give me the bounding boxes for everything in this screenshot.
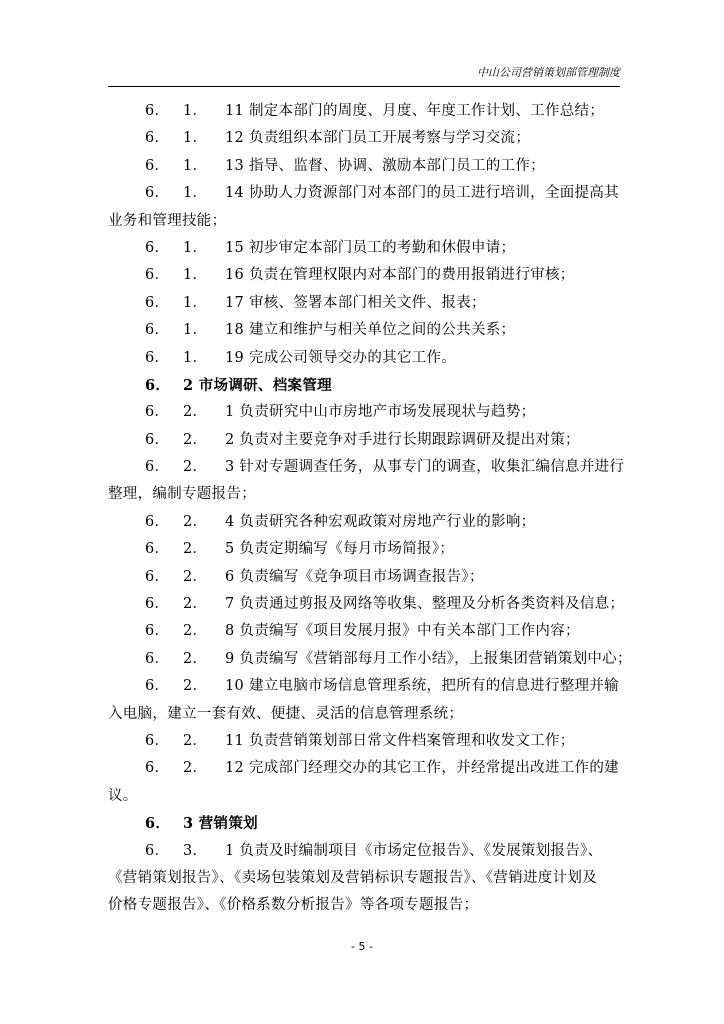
- section-number: 6．: [145, 732, 170, 749]
- list-item: [108, 125, 620, 152]
- continuation-line: 整理，编制专题报告；: [108, 486, 256, 503]
- subsection-number: 2．: [183, 568, 208, 585]
- section-number: 6．: [145, 267, 170, 284]
- continuation-line: 入电脑，建立一套有效、便捷、灵活的信息管理系统；: [108, 705, 464, 722]
- continuation-line: 价格专题报告》、《价格系数分析报告》等各项专题报告；: [108, 897, 479, 914]
- page-header: [108, 66, 620, 87]
- section-heading: [108, 372, 620, 399]
- continuation-line: 业务和管理技能；: [108, 212, 227, 229]
- item-text: 15 初步审定本部门员工的考勤和休假申请；: [225, 239, 516, 256]
- list-item: [108, 673, 620, 700]
- subsection-number: 2．: [183, 678, 208, 695]
- section-number: 6．: [145, 404, 170, 421]
- list-item: [108, 235, 620, 262]
- section-number: 6．: [145, 185, 170, 202]
- list-item: [108, 427, 620, 454]
- section-number: 6．: [145, 459, 170, 476]
- list-item: [108, 290, 620, 317]
- item-text: 17 审核、签署本部门相关文件、报表；: [225, 294, 486, 311]
- section-heading: [108, 810, 620, 837]
- section-number: 6．: [145, 678, 170, 695]
- subsection-number: 2．: [183, 459, 208, 476]
- list-item: [108, 98, 620, 125]
- list-item: [108, 262, 620, 289]
- item-text: 2 负责对主要竞争对手进行长期跟踪调研及提出对策；: [225, 431, 580, 448]
- item-text: 8 负责编写《项目发展月报》中有关本部门工作内容；: [225, 623, 580, 640]
- section-number: 6．: [145, 103, 170, 119]
- subsection-number: 2．: [183, 541, 208, 558]
- list-item: [108, 399, 620, 426]
- section-number: 6．: [145, 842, 170, 859]
- list-item: [108, 509, 620, 536]
- section-number: 6．: [145, 376, 171, 394]
- heading-text: 2 市场调研、档案管理: [183, 376, 332, 394]
- list-item: [108, 454, 625, 481]
- section-number: 6．: [145, 650, 170, 667]
- item-text: 1 负责及时编制项目《市场定位报告》、《发展策划报告》、: [225, 842, 603, 859]
- item-text: 11 制定本部门的周度、月度、年度工作计划、工作总结；: [225, 103, 605, 119]
- subsection-number: 2．: [183, 760, 208, 777]
- list-item: [108, 646, 632, 673]
- subsection-number: 2．: [183, 623, 208, 640]
- item-text: 4 负责研究各种宏观政策对房地产行业的影响；: [225, 513, 536, 530]
- subsection-number: 1．: [183, 130, 208, 147]
- document-body: [108, 98, 632, 920]
- section-number: 6．: [145, 815, 171, 833]
- list-item: [108, 728, 620, 755]
- item-text: 6 负责编写《竞争项目市场调查报告》；: [225, 568, 484, 585]
- subsection-number: 1．: [183, 185, 208, 202]
- list-item: [108, 618, 620, 645]
- section-number: 6．: [145, 760, 170, 777]
- item-text: 14 协助人力资源部门对本部门的员工进行培训，全面提高其: [225, 185, 619, 202]
- subsection-number: 1．: [183, 157, 208, 174]
- heading-text: 3 营销策划: [183, 815, 258, 833]
- list-item: [108, 838, 620, 865]
- subsection-number: 1．: [183, 103, 208, 119]
- list-item: [108, 564, 620, 591]
- section-number: 6．: [145, 568, 170, 585]
- section-number: 6．: [145, 596, 170, 613]
- item-text: 11 负责营销策划部日常文件档案管理和收发文工作；: [225, 732, 575, 749]
- page-number: - 5 -: [351, 940, 373, 953]
- subsection-number: 2．: [183, 650, 208, 667]
- subsection-number: 2．: [183, 404, 208, 421]
- item-text: 12 负责组织本部门员工开展考察与学习交流；: [225, 130, 531, 147]
- header-title: 中山公司营销策划部管理制度: [477, 66, 620, 79]
- section-number: 6．: [145, 157, 170, 174]
- subsection-number: 1．: [183, 267, 208, 284]
- section-number: 6．: [145, 431, 170, 448]
- section-number: 6．: [145, 541, 170, 558]
- item-text: 13 指导、监督、协调、激励本部门员工的工作；: [225, 157, 545, 174]
- section-number: 6．: [145, 349, 170, 366]
- subsection-number: 2．: [183, 732, 208, 749]
- list-item: [108, 180, 620, 207]
- subsection-number: 1．: [183, 322, 208, 339]
- continuation-line: 《营销策划报告》、《卖场包装策划及营销标识专题报告》、《营销进度计划及: [108, 869, 597, 886]
- section-number: 6．: [145, 239, 170, 256]
- section-number: 6．: [145, 513, 170, 530]
- subsection-number: 1．: [183, 349, 208, 366]
- item-text: 19 完成公司领导交办的其它工作。: [225, 349, 457, 366]
- item-text: 5 负责定期编写《每月市场简报》；: [225, 541, 455, 558]
- item-text: 3 针对专题调查任务，从事专门的调查，收集汇编信息并进行: [225, 459, 625, 476]
- subsection-number: 2．: [183, 431, 208, 448]
- section-number: 6．: [145, 294, 170, 311]
- list-item: [108, 536, 620, 563]
- item-text: 7 负责通过剪报及网络等收集、整理及分析各类资料及信息；: [225, 596, 625, 613]
- section-number: 6．: [145, 322, 170, 339]
- item-text: 12 完成部门经理交办的其它工作，并经常提出改进工作的建: [225, 760, 619, 777]
- subsection-number: 3．: [183, 842, 208, 859]
- subsection-number: 1．: [183, 294, 208, 311]
- item-text: 9 负责编写《营销部每月工作小结》，上报集团营销策划中心；: [225, 650, 632, 667]
- section-number: 6．: [145, 130, 170, 147]
- list-item: [108, 755, 620, 782]
- continuation-line: 议。: [108, 787, 138, 804]
- list-item: [108, 153, 620, 180]
- item-text: 1 负责研究中山市房地产市场发展现状与趋势；: [225, 404, 536, 421]
- item-text: 10 建立电脑市场信息管理系统，把所有的信息进行整理并输: [225, 678, 619, 695]
- list-item: [108, 345, 620, 372]
- subsection-number: 1．: [183, 239, 208, 256]
- item-text: 18 建立和维护与相关单位之间的公共关系；: [225, 322, 516, 339]
- list-item: [108, 591, 625, 618]
- section-number: 6．: [145, 623, 170, 640]
- item-text: 16 负责在管理权限内对本部门的费用报销进行审核；: [225, 267, 575, 284]
- subsection-number: 2．: [183, 513, 208, 530]
- subsection-number: 2．: [183, 596, 208, 613]
- list-item: [108, 317, 620, 344]
